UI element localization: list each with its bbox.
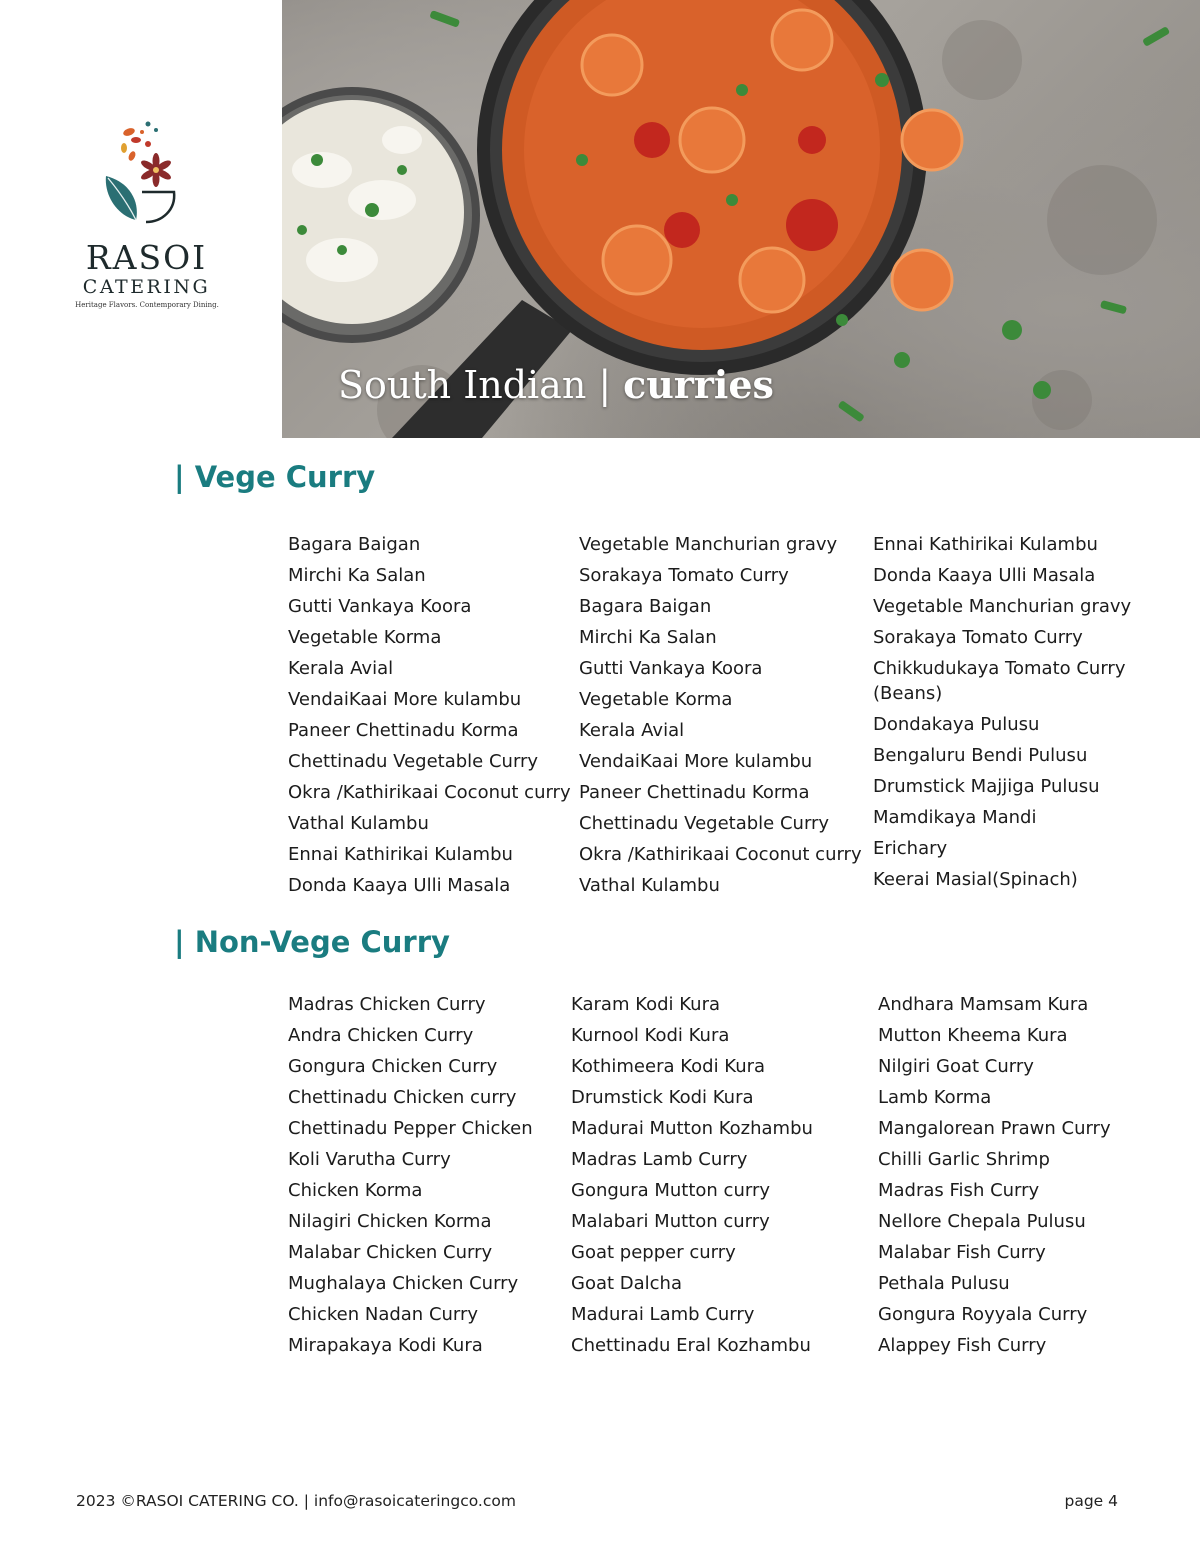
menu-item: Vathal Kulambu	[288, 813, 429, 834]
menu-item: Chettinadu Vegetable Curry	[288, 751, 539, 772]
menu-item: Mirchi Ka Salan	[579, 627, 717, 648]
menu-item: Nellore Chepala Pulusu	[878, 1211, 1086, 1232]
menu-item: Chettinadu Pepper Chicken	[288, 1118, 533, 1139]
menu-item: Sorakaya Tomato Curry	[579, 565, 789, 586]
menu-item: Goat pepper curry	[571, 1242, 736, 1263]
menu-item: Mirchi Ka Salan	[288, 565, 426, 586]
menu-item: Malabari Mutton curry	[571, 1211, 770, 1232]
menu-item: Koli Varutha Curry	[288, 1149, 451, 1170]
menu-item: Goat Dalcha	[571, 1273, 682, 1294]
menu-item: Alappey Fish Curry	[878, 1335, 1047, 1356]
hero-title-bold: curries	[623, 362, 774, 407]
menu-item: Dondakaya Pulusu	[873, 714, 1040, 735]
menu-item: Vegetable Korma	[288, 627, 442, 648]
menu-item: Drumstick Kodi Kura	[571, 1087, 754, 1108]
spice-leaf-emblem-icon	[96, 118, 196, 230]
menu-item: Donda Kaaya Ulli Masala	[288, 875, 511, 896]
menu-item: Kerala Avial	[288, 658, 394, 679]
menu-item: Sorakaya Tomato Curry	[873, 627, 1083, 648]
menu-item: Vegetable Manchurian gravy	[873, 596, 1132, 617]
menu-item: Gongura Royyala Curry	[878, 1304, 1088, 1325]
menu-item: Kurnool Kodi Kura	[571, 1025, 730, 1046]
menu-item: Madurai Mutton Kozhambu	[571, 1118, 813, 1139]
vege-column-1	[288, 532, 571, 904]
menu-item: Gutti Vankaya Koora	[288, 596, 472, 617]
menu-item: Gongura Chicken Curry	[288, 1056, 498, 1077]
menu-item: Erichary	[873, 838, 948, 859]
vege-column-2	[579, 532, 862, 904]
menu-item: Andra Chicken Curry	[288, 1025, 474, 1046]
nonvege-curry-heading: | Non-Vege Curry	[174, 925, 450, 959]
menu-item: Chilli Garlic Shrimp	[878, 1149, 1050, 1170]
menu-item: Mutton Kheema Kura	[878, 1025, 1068, 1046]
menu-item: Ennai Kathirikai Kulambu	[873, 534, 1098, 555]
vege-column-3	[873, 532, 1133, 898]
brand-subtitle: CATERING	[82, 276, 211, 298]
menu-item: Chettinadu Eral Kozhambu	[571, 1335, 811, 1356]
hero-title	[338, 362, 774, 407]
menu-item: Malabar Fish Curry	[878, 1242, 1046, 1263]
menu-item: Bengaluru Bendi Pulusu	[873, 745, 1088, 766]
menu-item: Keerai Masial(Spinach)	[873, 869, 1078, 890]
hero-title-separator: |	[598, 363, 612, 407]
menu-item: Okra /Kathirikaai Coconut curry	[579, 844, 862, 865]
menu-item: Mamdikaya Mandi	[873, 807, 1037, 828]
menu-item: Paneer Chettinadu Korma	[288, 720, 519, 741]
menu-item: Nilgiri Goat Curry	[878, 1056, 1034, 1077]
hero-curry-image	[282, 0, 1200, 438]
nonvege-column-2	[571, 992, 813, 1364]
menu-item: Madurai Lamb Curry	[571, 1304, 755, 1325]
menu-item: Okra /Kathirikaai Coconut curry	[288, 782, 571, 803]
menu-item: Gongura Mutton curry	[571, 1180, 770, 1201]
page-number: page 4	[1064, 1492, 1118, 1510]
menu-item: Vathal Kulambu	[579, 875, 720, 896]
hero-title-light: South Indian	[338, 363, 587, 407]
menu-item: Pethala Pulusu	[878, 1273, 1010, 1294]
menu-item: Karam Kodi Kura	[571, 994, 721, 1015]
menu-item: Chikkudukaya Tomato Curry (Beans)	[873, 658, 1126, 704]
menu-item: Vegetable Korma	[579, 689, 733, 710]
menu-item: Madras Fish Curry	[878, 1180, 1040, 1201]
menu-item: Drumstick Majjiga Pulusu	[873, 776, 1100, 797]
menu-item: Mughalaya Chicken Curry	[288, 1273, 519, 1294]
menu-item: Donda Kaaya Ulli Masala	[873, 565, 1096, 586]
brand-tagline: Heritage Flavors. Contemporary Dining.	[75, 301, 219, 309]
vege-curry-heading: | Vege Curry	[174, 460, 376, 494]
menu-item: Ennai Kathirikai Kulambu	[288, 844, 513, 865]
menu-item: VendaiKaai More kulambu	[288, 689, 522, 710]
menu-item: Madras Lamb Curry	[571, 1149, 748, 1170]
menu-item: Mirapakaya Kodi Kura	[288, 1335, 483, 1356]
brand-logo	[58, 118, 233, 318]
menu-item: Chicken Nadan Curry	[288, 1304, 479, 1325]
menu-item: Chettinadu Vegetable Curry	[579, 813, 830, 834]
nonvege-column-3	[878, 992, 1111, 1364]
menu-item: Madras Chicken Curry	[288, 994, 486, 1015]
menu-item: Gutti Vankaya Koora	[579, 658, 763, 679]
menu-item: Mangalorean Prawn Curry	[878, 1118, 1111, 1139]
footer-copyright: 2023 ©RASOI CATERING CO. | info@rasoicateringco.com	[76, 1492, 516, 1510]
menu-item: Paneer Chettinadu Korma	[579, 782, 810, 803]
menu-item: Bagara Baigan	[288, 534, 421, 555]
menu-item: Chicken Korma	[288, 1180, 423, 1201]
menu-item: Malabar Chicken Curry	[288, 1242, 493, 1263]
menu-item: Bagara Baigan	[579, 596, 712, 617]
menu-item: Lamb Korma	[878, 1087, 992, 1108]
menu-item: Vegetable Manchurian gravy	[579, 534, 838, 555]
nonvege-column-1	[288, 992, 533, 1364]
menu-item: Nilagiri Chicken Korma	[288, 1211, 492, 1232]
menu-item: VendaiKaai More kulambu	[579, 751, 813, 772]
menu-item: Kerala Avial	[579, 720, 685, 741]
menu-item: Kothimeera Kodi Kura	[571, 1056, 766, 1077]
brand-name: RASOI	[85, 238, 208, 277]
menu-item: Andhara Mamsam Kura	[878, 994, 1089, 1015]
menu-item: Chettinadu Chicken curry	[288, 1087, 517, 1108]
